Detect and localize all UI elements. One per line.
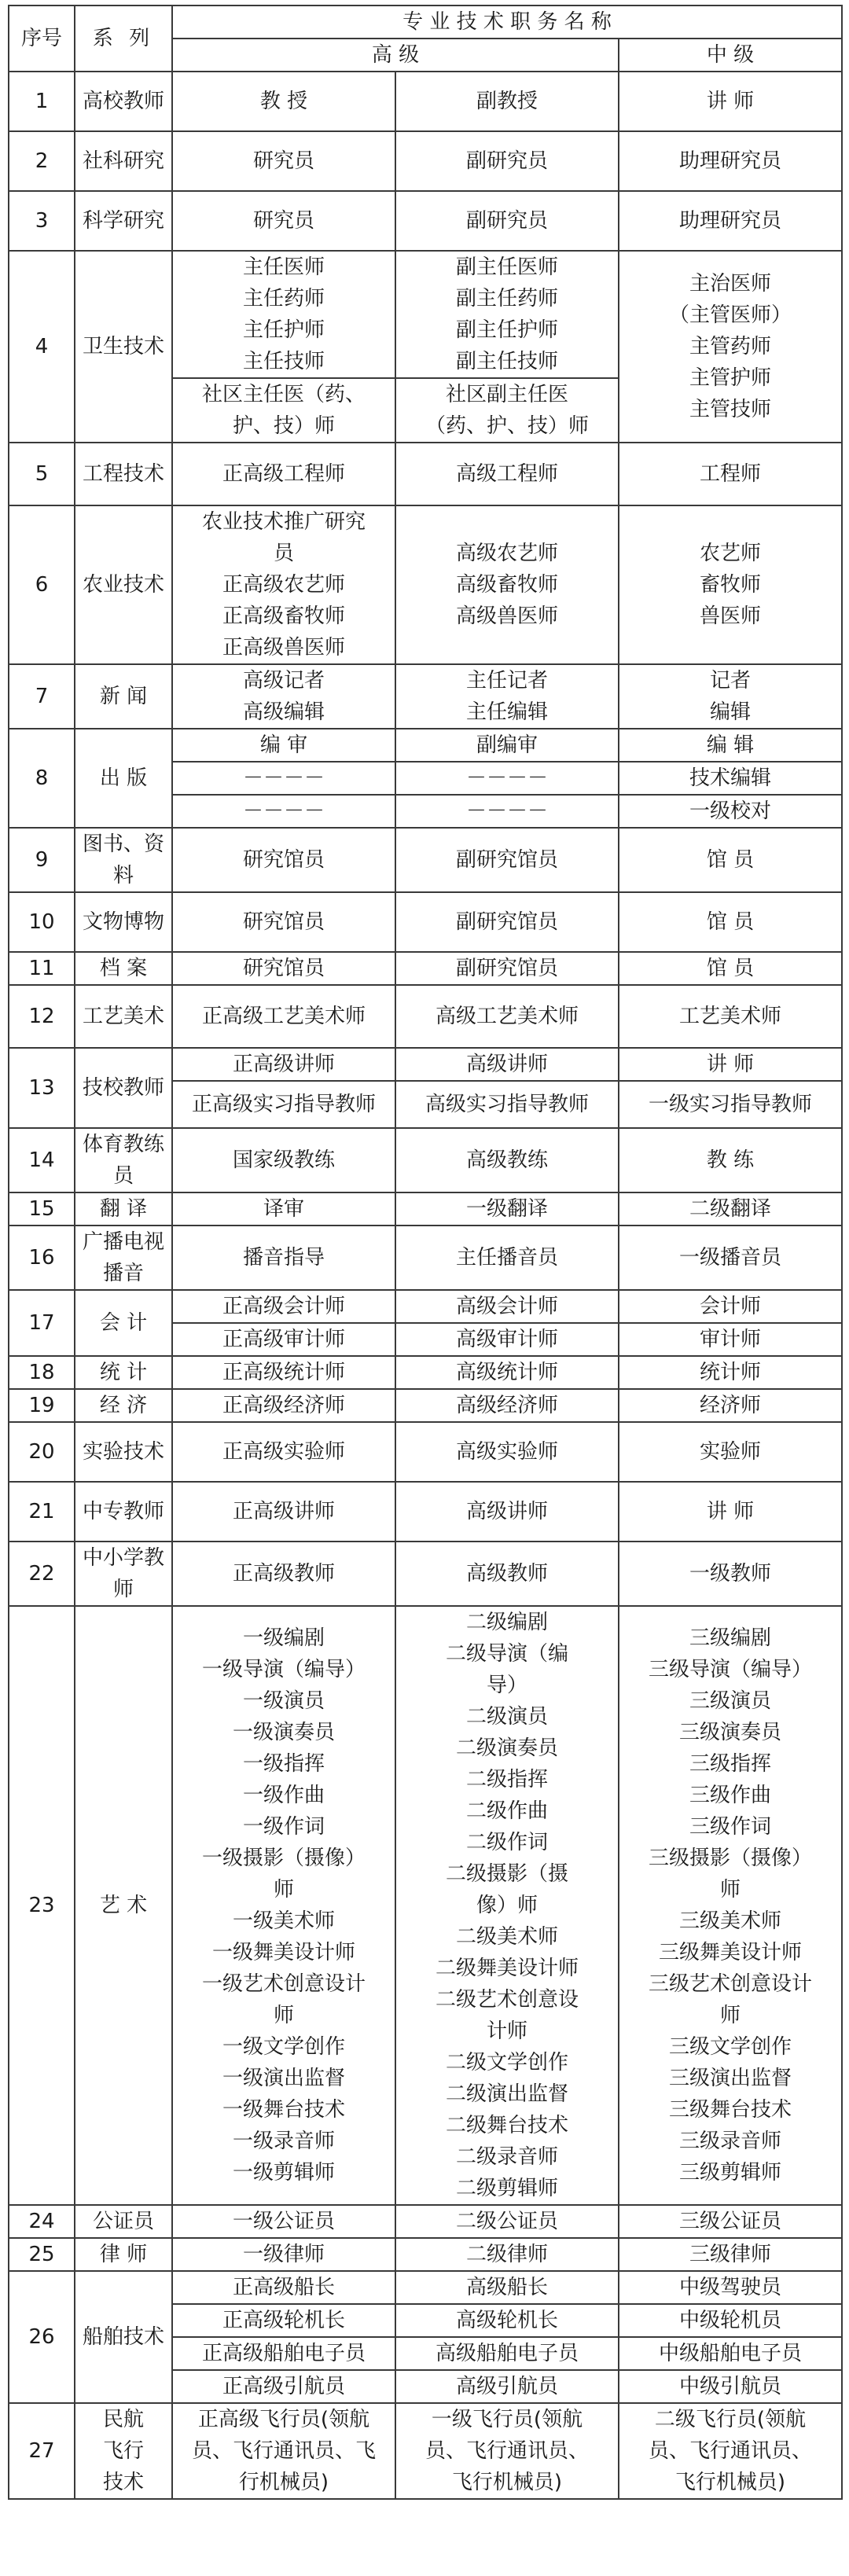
table-row [9,952,842,985]
associate-title-line: 员、飞行通讯员、 [424,2439,589,2463]
intermediate-title: 三级律师 [619,2238,842,2271]
table-row [9,2403,842,2499]
associate-title: 高级引航员 [395,2370,619,2403]
senior-title: 研究馆员 [172,828,395,892]
table-row [9,1192,842,1226]
series-name: 中小学教师 [75,1542,172,1606]
series-name-line: 民航 [102,2408,144,2431]
senior-title-line: 高级记者 [242,669,325,693]
senior-title: 研究员 [172,131,395,191]
row-number: 15 [9,1192,75,1226]
intermediate-title: 技术编辑 [619,762,842,795]
intermediate-title-line: 二级飞行员(领航 [654,2408,807,2431]
intermediate-title: 助理研究员 [619,131,842,191]
senior-title-line: 一级编剧 [242,1626,325,1650]
intermediate-title: 讲 师 [619,1048,842,1081]
associate-title: 副研究馆员 [395,828,619,892]
associate-title: 高级讲师 [395,1048,619,1081]
series-name: 档 案 [75,952,172,985]
associate-title [395,505,619,664]
series-name: 新 闻 [75,664,172,729]
series-name: 技校教师 [75,1048,172,1128]
row-number: 22 [9,1542,75,1606]
series-name: 统 计 [75,1356,172,1389]
associate-title: －－－－ [395,795,619,828]
intermediate-title: 馆 员 [619,952,842,985]
row-number: 14 [9,1128,75,1192]
intermediate-title-line: 主管技师 [689,398,771,421]
associate-title: 高级工程师 [395,443,619,505]
intermediate-title: 中级轮机员 [619,2304,842,2337]
associate-title [395,664,619,729]
series-name: 中专教师 [75,1482,172,1542]
associate-title [395,378,619,443]
senior-title-line: 正高级兽医师 [222,636,345,660]
table-row [9,1226,842,1290]
header-senior: 高 级 [172,39,619,72]
intermediate-title: 馆 员 [619,892,842,952]
intermediate-title-line: 三级演奏员 [678,1721,781,1744]
series-name [75,2403,172,2499]
associate-title-line: 像）师 [476,1894,538,1917]
series-name: 会 计 [75,1290,172,1356]
associate-title: 副编审 [395,729,619,762]
senior-title: 教 授 [172,72,395,131]
senior-title: 一级律师 [172,2238,395,2271]
table-row [9,72,842,131]
associate-title-line: 二级舞台技术 [445,2114,568,2137]
intermediate-title-line: 师 [719,1878,741,1902]
senior-title-line: 一级演员 [242,1689,325,1713]
table-row [9,191,842,251]
table-row [9,1356,842,1389]
associate-title: 高级统计师 [395,1356,619,1389]
associate-title-line: 计师 [486,2019,527,2043]
senior-title-line: 一级美术师 [232,1909,335,1933]
table-row [9,1048,842,1081]
series-name: 船舶技术 [75,2271,172,2403]
row-number: 16 [9,1226,75,1290]
intermediate-title-line: 编辑 [709,700,751,724]
intermediate-title-line: 三级美术师 [678,1909,781,1933]
row-number: 26 [9,2271,75,2403]
table-row [9,1128,842,1192]
senior-title-line: 主任医师 [242,255,325,279]
professional-title-table [8,5,843,2500]
senior-title-line: 农业技术推广研究 [201,510,366,534]
associate-title-line: 二级指挥 [465,1768,548,1791]
series-name-line: 技术 [102,2471,144,2494]
associate-title: 副研究馆员 [395,952,619,985]
associate-title-line: 二级录音师 [455,2145,558,2169]
senior-title-line: 护、技）师 [232,414,335,438]
senior-title-line: 正高级农艺师 [222,573,345,597]
senior-title: 播音指导 [172,1226,395,1290]
table-row [9,729,842,762]
intermediate-title [619,1606,842,2205]
senior-title: 正高级讲师 [172,1482,395,1542]
intermediate-title: 中级驾驶员 [619,2271,842,2304]
series-name: 图书、资料 [75,828,172,892]
senior-title: 一级公证员 [172,2205,395,2238]
senior-title: 正高级引航员 [172,2370,395,2403]
senior-title: －－－－ [172,795,395,828]
intermediate-title-line: 三级文学创作 [668,2035,792,2059]
row-number: 13 [9,1048,75,1128]
senior-title-line: 正高级飞行员(领航 [197,2408,370,2431]
intermediate-title-line: 师 [719,2004,741,2027]
senior-title: 正高级教师 [172,1542,395,1606]
intermediate-title-line: 飞行机械员) [674,2471,786,2494]
senior-title: 正高级统计师 [172,1356,395,1389]
senior-title [172,251,395,378]
associate-title: 高级实习指导教师 [395,1081,619,1128]
row-number: 9 [9,828,75,892]
series-name: 高校教师 [75,72,172,131]
associate-title: 二级公证员 [395,2205,619,2238]
senior-title [172,505,395,664]
senior-title-line: 一级指挥 [242,1752,325,1776]
intermediate-title: 一级教师 [619,1542,842,1606]
series-name: 律 师 [75,2238,172,2271]
associate-title: 副研究员 [395,191,619,251]
row-number: 10 [9,892,75,952]
associate-title: －－－－ [395,762,619,795]
senior-title [172,378,395,443]
table-row [9,985,842,1048]
table-row [9,2205,842,2238]
intermediate-title: 经济师 [619,1389,842,1422]
series-name: 工艺美术 [75,985,172,1048]
senior-title: 正高级实验师 [172,1422,395,1482]
senior-title: 研究员 [172,191,395,251]
senior-title: 正高级审计师 [172,1323,395,1356]
senior-title-line: 社区主任医（药、 [201,383,366,406]
header-row [9,6,842,39]
intermediate-title: 工艺美术师 [619,985,842,1048]
table-row [9,505,842,664]
row-number: 7 [9,664,75,729]
senior-title: 正高级讲师 [172,1048,395,1081]
table-row [9,1606,842,2205]
intermediate-title-line: 三级艺术创意设计 [648,1972,812,1996]
row-number: 8 [9,729,75,828]
senior-title: 研究馆员 [172,892,395,952]
senior-title-line: 主任技师 [242,350,325,373]
senior-title-line: 行机械员) [238,2471,329,2494]
associate-title: 副教授 [395,72,619,131]
row-number: 12 [9,985,75,1048]
intermediate-title-line: 畜牧师 [699,573,761,597]
intermediate-title-line: 三级导演（编导） [648,1658,812,1681]
intermediate-title [619,664,842,729]
associate-title-line: 副主任技师 [455,350,558,373]
associate-title: 高级工艺美术师 [395,985,619,1048]
header-series: 系 列 [75,6,172,72]
senior-title: 正高级轮机长 [172,2304,395,2337]
associate-title-line: 二级剪辑师 [455,2177,558,2200]
series-name: 广播电视播音 [75,1226,172,1290]
senior-title: 正高级工艺美术师 [172,985,395,1048]
series-name: 经 济 [75,1389,172,1422]
senior-title: 正高级实习指导教师 [172,1081,395,1128]
senior-title-line: 员 [273,542,294,565]
intermediate-title: 一级实习指导教师 [619,1081,842,1128]
associate-title: 高级船舶电子员 [395,2337,619,2370]
associate-title: 高级船长 [395,2271,619,2304]
senior-title: 译审 [172,1192,395,1226]
senior-title-line: 一级舞美设计师 [211,1941,355,1964]
senior-title: 正高级船舶电子员 [172,2337,395,2370]
row-number: 11 [9,952,75,985]
series-name: 卫生技术 [75,251,172,443]
intermediate-title-line: 三级演出监督 [668,2067,792,2090]
senior-title-line: 一级作词 [242,1815,325,1839]
senior-title-line: 师 [273,2004,294,2027]
senior-title: －－－－ [172,762,395,795]
series-name-line: 飞行 [102,2439,144,2463]
associate-title: 高级教师 [395,1542,619,1606]
header-no: 序号 [9,6,75,72]
intermediate-title-line: 农艺师 [699,542,761,565]
senior-title-line: 一级录音师 [232,2130,335,2153]
series-name: 社科研究 [75,131,172,191]
associate-title: 一级翻译 [395,1192,619,1226]
associate-title-line: 二级美术师 [455,1925,558,1949]
intermediate-title: 审计师 [619,1323,842,1356]
senior-title-line: 高级编辑 [242,700,325,724]
intermediate-title: 讲 师 [619,1482,842,1542]
associate-title: 高级经济师 [395,1389,619,1422]
senior-title-line: 一级导演（编导） [201,1658,366,1681]
associate-title: 高级轮机长 [395,2304,619,2337]
intermediate-title [619,505,842,664]
intermediate-title: 中级船舶电子员 [619,2337,842,2370]
row-number: 21 [9,1482,75,1542]
senior-title: 国家级教练 [172,1128,395,1192]
senior-title: 正高级经济师 [172,1389,395,1422]
senior-title [172,2403,395,2499]
table-row [9,828,842,892]
intermediate-title-line: 主治医师 [689,272,771,296]
senior-title-line: 一级作曲 [242,1784,325,1807]
senior-title: 正高级船长 [172,2271,395,2304]
associate-title-line: 二级舞美设计师 [435,1957,579,1980]
associate-title-line: 高级畜牧师 [455,573,558,597]
senior-title-line: 一级艺术创意设计 [201,1972,366,1996]
senior-title-line: 一级摄影（摄像） [201,1847,366,1870]
associate-title-line: （药、护、技）师 [424,414,589,438]
intermediate-title-line: 兽医师 [699,604,761,628]
associate-title-line: 一级飞行员(领航 [431,2408,583,2431]
senior-title-line: 一级文学创作 [222,2035,345,2059]
row-number: 23 [9,1606,75,2205]
associate-title-line: 二级演员 [465,1705,548,1729]
row-number: 18 [9,1356,75,1389]
intermediate-title: 一级播音员 [619,1226,842,1290]
row-number: 25 [9,2238,75,2271]
row-number: 4 [9,251,75,443]
series-name: 文物博物 [75,892,172,952]
row-number: 6 [9,505,75,664]
associate-title-line: 主任记者 [465,669,548,693]
senior-title-line: 员、飞行通讯员、飞 [191,2439,376,2463]
senior-title-line: 一级舞台技术 [222,2098,345,2122]
table-row [9,251,842,378]
associate-title-line: 副主任医师 [455,255,558,279]
intermediate-title: 讲 师 [619,72,842,131]
associate-title-line: 二级导演（编 [445,1642,568,1666]
intermediate-title-line: 三级摄影（摄像） [648,1847,812,1870]
table-row [9,1422,842,1482]
intermediate-title: 三级公证员 [619,2205,842,2238]
intermediate-title-line: 三级剪辑师 [678,2161,781,2185]
intermediate-title-line: 主管药师 [689,335,771,358]
header-middle: 中 级 [619,39,842,72]
associate-title-line: 二级作词 [465,1831,548,1854]
series-name: 科学研究 [75,191,172,251]
row-number: 20 [9,1422,75,1482]
row-number: 3 [9,191,75,251]
table-row [9,2271,842,2304]
intermediate-title: 工程师 [619,443,842,505]
associate-title-line: 导） [486,1674,527,1697]
intermediate-title-line: 三级舞美设计师 [658,1941,802,1964]
table-row [9,1542,842,1606]
intermediate-title [619,251,842,443]
associate-title-line: 二级演奏员 [455,1736,558,1760]
row-number: 19 [9,1389,75,1422]
associate-title: 高级实验师 [395,1422,619,1482]
row-number: 24 [9,2205,75,2238]
series-name: 体育教练员 [75,1128,172,1192]
intermediate-title: 中级引航员 [619,2370,842,2403]
associate-title-line: 飞行机械员) [451,2471,563,2494]
associate-title-line: 二级演出监督 [445,2082,568,2106]
series-name: 出 版 [75,729,172,828]
associate-title-line: 二级摄影（摄 [445,1862,568,1886]
senior-title-line: 主任护师 [242,318,325,342]
intermediate-title-line: 三级编剧 [689,1626,771,1650]
associate-title: 高级会计师 [395,1290,619,1323]
associate-title: 二级律师 [395,2238,619,2271]
senior-title: 正高级会计师 [172,1290,395,1323]
intermediate-title-line: 三级作词 [689,1815,771,1839]
series-name: 艺 术 [75,1606,172,2205]
associate-title-line: 主任编辑 [465,700,548,724]
associate-title: 主任播音员 [395,1226,619,1290]
associate-title-line: 二级作曲 [465,1799,548,1823]
intermediate-title-line: 主管护师 [689,366,771,390]
intermediate-title [619,2403,842,2499]
associate-title-line: 副主任药师 [455,287,558,311]
table-row [9,664,842,729]
table-row [9,131,842,191]
page [8,5,843,2500]
associate-title: 高级教练 [395,1128,619,1192]
associate-title [395,1606,619,2205]
associate-title-line: 副主任护师 [455,318,558,342]
senior-title: 编 审 [172,729,395,762]
table-row [9,1389,842,1422]
senior-title: 研究馆员 [172,952,395,985]
table-row [9,892,842,952]
header-title: 专 业 技 术 职 务 名 称 [172,6,842,39]
series-name: 工程技术 [75,443,172,505]
intermediate-title-line: （主管医师） [668,303,792,327]
intermediate-title: 一级校对 [619,795,842,828]
associate-title-line: 高级农艺师 [455,542,558,565]
table-row [9,2238,842,2271]
intermediate-title-line: 三级指挥 [689,1752,771,1776]
associate-title: 高级讲师 [395,1482,619,1542]
associate-title: 副研究馆员 [395,892,619,952]
senior-title [172,1606,395,2205]
senior-title [172,664,395,729]
associate-title: 高级审计师 [395,1323,619,1356]
senior-title-line: 一级剪辑师 [232,2161,335,2185]
series-name: 公证员 [75,2205,172,2238]
row-number: 2 [9,131,75,191]
intermediate-title-line: 三级作曲 [689,1784,771,1807]
intermediate-title: 会计师 [619,1290,842,1323]
series-name: 农业技术 [75,505,172,664]
intermediate-title: 统计师 [619,1356,842,1389]
associate-title-line: 二级文学创作 [445,2051,568,2074]
intermediate-title-line: 三级录音师 [678,2130,781,2153]
row-number: 5 [9,443,75,505]
senior-title: 正高级工程师 [172,443,395,505]
associate-title-line: 社区副主任医 [445,383,568,406]
series-name: 翻 译 [75,1192,172,1226]
table-row [9,1482,842,1542]
intermediate-title: 教 练 [619,1128,842,1192]
series-name: 实验技术 [75,1422,172,1482]
intermediate-title: 馆 员 [619,828,842,892]
intermediate-title-line: 记者 [709,669,751,693]
row-number: 27 [9,2403,75,2499]
intermediate-title: 助理研究员 [619,191,842,251]
table-row [9,443,842,505]
senior-title-line: 师 [273,1878,294,1902]
senior-title-line: 一级演出监督 [222,2067,345,2090]
associate-title [395,251,619,378]
intermediate-title-line: 员、飞行通讯员、 [648,2439,812,2463]
row-number: 17 [9,1290,75,1356]
row-number: 1 [9,72,75,131]
associate-title-line: 高级兽医师 [455,604,558,628]
table-row [9,1290,842,1323]
intermediate-title-line: 三级舞台技术 [668,2098,792,2122]
associate-title-line: 二级艺术创意设 [435,1988,579,2012]
intermediate-title-line: 三级演员 [689,1689,771,1713]
senior-title-line: 一级演奏员 [232,1721,335,1744]
intermediate-title: 实验师 [619,1422,842,1482]
intermediate-title: 二级翻译 [619,1192,842,1226]
associate-title [395,2403,619,2499]
intermediate-title: 编 辑 [619,729,842,762]
associate-title: 副研究员 [395,131,619,191]
associate-title-line: 二级编剧 [465,1611,548,1634]
senior-title-line: 正高级畜牧师 [222,604,345,628]
senior-title-line: 主任药师 [242,287,325,311]
